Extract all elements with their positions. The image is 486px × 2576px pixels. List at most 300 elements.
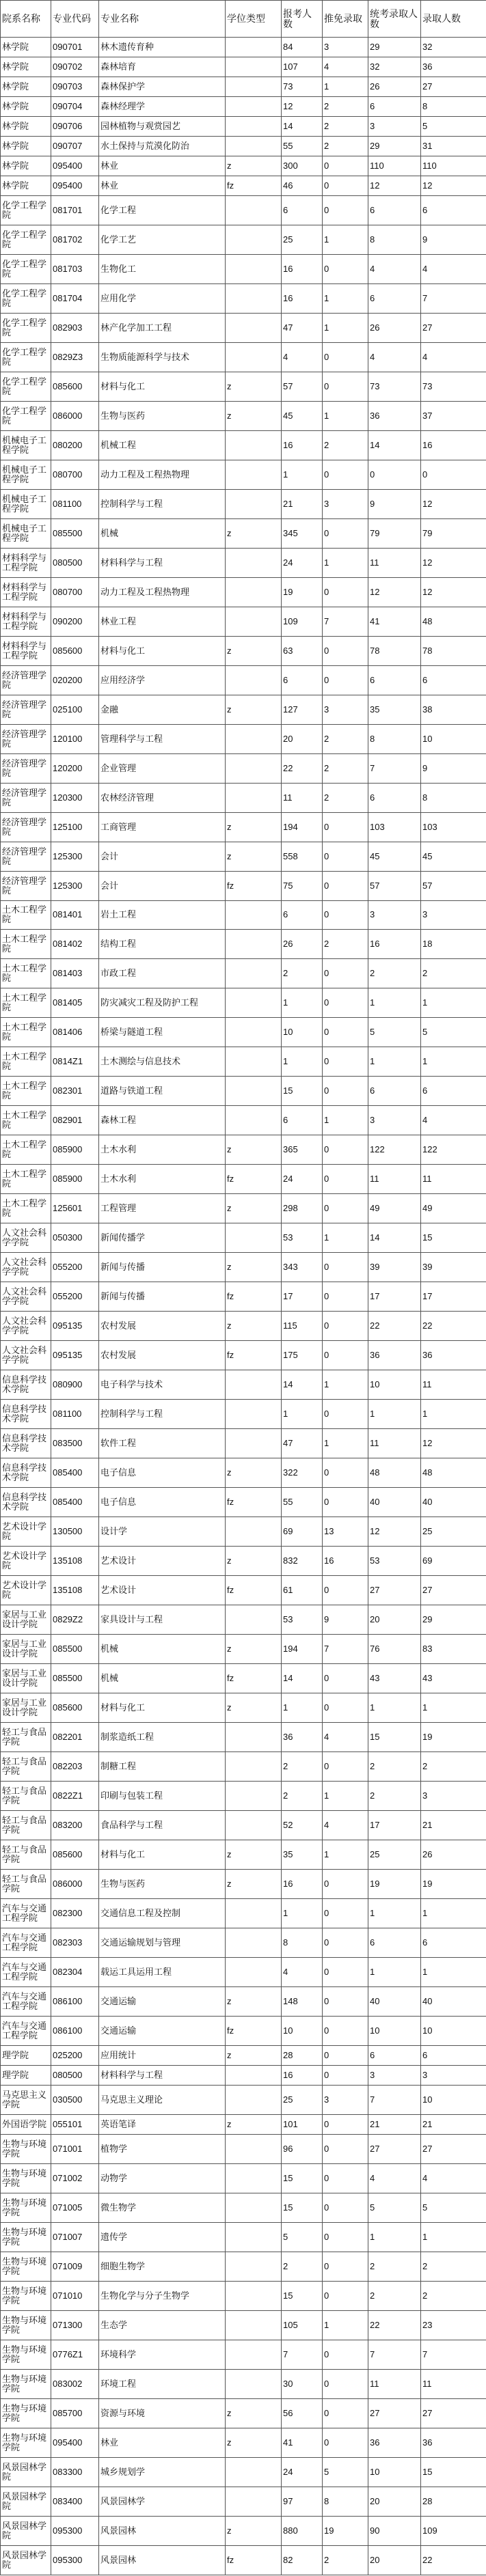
cell-total-admitted: 11 xyxy=(421,2369,486,2398)
cell-recommended: 0 xyxy=(323,1488,368,1517)
cell-major-name: 园林植物与观赏园艺 xyxy=(99,116,226,136)
table-row xyxy=(1,2114,486,2134)
cell-major-code: 071007 xyxy=(51,2222,99,2252)
cell-exam-admitted: 11 xyxy=(368,2369,421,2398)
cell-applicants: 558 xyxy=(282,842,323,871)
cell-total-admitted: 18 xyxy=(421,930,486,959)
cell-major-code: 055101 xyxy=(51,2114,99,2134)
cell-degree-type xyxy=(226,38,282,57)
cell-major-code: 085900 xyxy=(51,1135,99,1165)
cell-department: 土木工程学院 xyxy=(1,1194,51,1223)
cell-total-admitted: 11 xyxy=(421,1370,486,1400)
cell-degree-type: z xyxy=(226,636,282,665)
cell-exam-admitted: 6 xyxy=(368,96,421,116)
cell-total-admitted: 1 xyxy=(421,1957,486,1986)
cell-degree-type xyxy=(226,1400,282,1429)
cell-major-code: 081405 xyxy=(51,988,99,1018)
cell-exam-admitted: 27 xyxy=(368,2398,421,2428)
cell-applicants: 107 xyxy=(282,57,323,77)
cell-applicants: 4 xyxy=(282,1957,323,1986)
cell-major-code: 095135 xyxy=(51,1341,99,1370)
cell-major-name: 交通信息工程及控制 xyxy=(99,1898,226,1928)
cell-major-code: 086000 xyxy=(51,401,99,430)
table-row xyxy=(1,724,486,753)
cell-recommended: 2 xyxy=(323,430,368,460)
cell-major-name: 林业 xyxy=(99,176,226,195)
cell-major-name: 金融 xyxy=(99,695,226,724)
cell-major-code: 081100 xyxy=(51,1400,99,1429)
cell-exam-admitted: 25 xyxy=(368,1840,421,1870)
cell-degree-type xyxy=(226,2222,282,2252)
table-row xyxy=(1,1282,486,1312)
table-row xyxy=(1,1811,486,1840)
cell-major-name: 制浆造纸工程 xyxy=(99,1723,226,1752)
cell-recommended: 0 xyxy=(323,342,368,372)
cell-major-code: 082303 xyxy=(51,1928,99,1957)
cell-major-code: 135108 xyxy=(51,1547,99,1576)
cell-major-code: 083300 xyxy=(51,2457,99,2487)
cell-exam-admitted: 3 xyxy=(368,116,421,136)
cell-department: 家居与工业设计学院 xyxy=(1,1664,51,1693)
cell-recommended: 1 xyxy=(323,1370,368,1400)
cell-degree-type xyxy=(226,665,282,695)
cell-total-admitted: 23 xyxy=(421,2310,486,2340)
cell-applicants: 36 xyxy=(282,1723,323,1752)
cell-total-admitted: 11 xyxy=(421,1165,486,1194)
cell-applicants: 73 xyxy=(282,77,323,96)
cell-major-code: 082201 xyxy=(51,1723,99,1752)
cell-degree-type: fz xyxy=(226,2016,282,2045)
cell-recommended: 0 xyxy=(323,2016,368,2045)
cell-major-code: 081402 xyxy=(51,930,99,959)
table-row xyxy=(1,77,486,96)
cell-recommended: 0 xyxy=(323,988,368,1018)
cell-applicants: 8 xyxy=(282,1928,323,1957)
cell-major-code: 130500 xyxy=(51,1517,99,1547)
header-department: 院系名称 xyxy=(1,1,51,38)
cell-exam-admitted: 0 xyxy=(368,460,421,489)
cell-total-admitted: 3 xyxy=(421,2065,486,2085)
cell-applicants: 21 xyxy=(282,489,323,518)
cell-total-admitted: 15 xyxy=(421,2457,486,2487)
cell-major-name: 森林培育 xyxy=(99,57,226,77)
table-row xyxy=(1,930,486,959)
cell-recommended: 0 xyxy=(323,195,368,225)
table-header xyxy=(1,1,486,38)
cell-exam-admitted: 103 xyxy=(368,812,421,842)
table-row xyxy=(1,1223,486,1253)
table-row xyxy=(1,2163,486,2193)
cell-degree-type xyxy=(226,930,282,959)
cell-department: 汽车与交通工程学院 xyxy=(1,1928,51,1957)
cell-major-code: 090702 xyxy=(51,57,99,77)
cell-department: 经济管理学院 xyxy=(1,783,51,812)
cell-department: 材料科学与工程学院 xyxy=(1,636,51,665)
table-row xyxy=(1,665,486,695)
cell-total-admitted: 2 xyxy=(421,2281,486,2310)
cell-recommended: 4 xyxy=(323,1723,368,1752)
cell-major-code: 081702 xyxy=(51,225,99,254)
cell-applicants: 7 xyxy=(282,2340,323,2369)
cell-major-name: 控制科学与工程 xyxy=(99,489,226,518)
cell-recommended: 0 xyxy=(323,2045,368,2065)
cell-department: 林学院 xyxy=(1,57,51,77)
cell-major-name: 机械 xyxy=(99,1664,226,1693)
cell-degree-type xyxy=(226,313,282,342)
cell-major-code: 082304 xyxy=(51,1957,99,1986)
cell-recommended: 0 xyxy=(323,1664,368,1693)
table-row xyxy=(1,116,486,136)
cell-exam-admitted: 6 xyxy=(368,195,421,225)
cell-department: 土木工程学院 xyxy=(1,930,51,959)
cell-degree-type: z xyxy=(226,518,282,548)
cell-major-code: 095300 xyxy=(51,2516,99,2545)
table-row xyxy=(1,254,486,283)
cell-applicants: 63 xyxy=(282,636,323,665)
cell-total-admitted: 36 xyxy=(421,1341,486,1370)
cell-department: 生物与环境学院 xyxy=(1,2340,51,2369)
cell-major-code: 0829Z3 xyxy=(51,342,99,372)
cell-major-code: 086000 xyxy=(51,1869,99,1898)
cell-recommended: 0 xyxy=(323,1018,368,1047)
table-row xyxy=(1,1165,486,1194)
cell-major-code: 080700 xyxy=(51,460,99,489)
cell-applicants: 45 xyxy=(282,401,323,430)
cell-department: 经济管理学院 xyxy=(1,842,51,871)
table-row xyxy=(1,96,486,116)
cell-recommended: 0 xyxy=(323,1194,368,1223)
cell-exam-admitted: 12 xyxy=(368,577,421,607)
table-row xyxy=(1,2252,486,2281)
cell-major-code: 120100 xyxy=(51,724,99,753)
cell-department: 理学院 xyxy=(1,2045,51,2065)
cell-recommended: 0 xyxy=(323,1253,368,1282)
table-row xyxy=(1,959,486,988)
cell-degree-type xyxy=(226,1223,282,1253)
table-row xyxy=(1,313,486,342)
cell-major-name: 电子信息 xyxy=(99,1488,226,1517)
cell-degree-type: z xyxy=(226,2516,282,2545)
table-row xyxy=(1,2281,486,2310)
table-row xyxy=(1,2516,486,2545)
cell-department: 生物与环境学院 xyxy=(1,2193,51,2222)
table-row xyxy=(1,1312,486,1341)
cell-major-name: 设计学 xyxy=(99,1517,226,1547)
cell-applicants: 832 xyxy=(282,1547,323,1576)
cell-major-code: 080900 xyxy=(51,1370,99,1400)
cell-major-code: 080500 xyxy=(51,2065,99,2085)
cell-degree-type xyxy=(226,2369,282,2398)
cell-department: 人文社会科学学院 xyxy=(1,1341,51,1370)
table-row xyxy=(1,1106,486,1135)
table-row xyxy=(1,1370,486,1400)
cell-degree-type xyxy=(226,489,282,518)
cell-department: 土木工程学院 xyxy=(1,988,51,1018)
cell-major-name: 机械 xyxy=(99,518,226,548)
cell-recommended: 0 xyxy=(323,1400,368,1429)
table-row xyxy=(1,2340,486,2369)
cell-major-name: 生物质能源科学与技术 xyxy=(99,342,226,372)
cell-exam-admitted: 10 xyxy=(368,2016,421,2045)
header-exam-admitted: 统考录取人数 xyxy=(368,1,421,38)
cell-total-admitted: 4 xyxy=(421,342,486,372)
cell-department: 生物与环境学院 xyxy=(1,2310,51,2340)
cell-major-name: 森林经理学 xyxy=(99,96,226,116)
cell-department: 经济管理学院 xyxy=(1,665,51,695)
cell-degree-type: z xyxy=(226,401,282,430)
cell-recommended: 0 xyxy=(323,2065,368,2085)
cell-department: 人文社会科学学院 xyxy=(1,1223,51,1253)
cell-recommended: 3 xyxy=(323,38,368,57)
cell-recommended: 0 xyxy=(323,1869,368,1898)
cell-major-code: 086100 xyxy=(51,2016,99,2045)
cell-degree-type: z xyxy=(226,695,282,724)
cell-major-name: 材料科学与工程 xyxy=(99,2065,226,2085)
table-body xyxy=(1,38,486,2575)
cell-applicants: 69 xyxy=(282,1517,323,1547)
cell-applicants: 57 xyxy=(282,372,323,401)
cell-major-code: 090706 xyxy=(51,116,99,136)
cell-major-code: 090701 xyxy=(51,38,99,57)
cell-total-admitted: 48 xyxy=(421,1458,486,1488)
cell-total-admitted: 7 xyxy=(421,283,486,313)
table-row xyxy=(1,372,486,401)
cell-major-name: 农村发展 xyxy=(99,1312,226,1341)
cell-recommended: 0 xyxy=(323,518,368,548)
cell-degree-type: z xyxy=(226,1693,282,1723)
cell-exam-admitted: 8 xyxy=(368,225,421,254)
cell-degree-type xyxy=(226,753,282,783)
cell-major-name: 化学工程 xyxy=(99,195,226,225)
cell-degree-type xyxy=(226,2065,282,2085)
cell-exam-admitted: 1 xyxy=(368,1957,421,1986)
cell-degree-type xyxy=(226,1047,282,1077)
cell-total-admitted: 2 xyxy=(421,1752,486,1782)
cell-exam-admitted: 36 xyxy=(368,1341,421,1370)
cell-applicants: 175 xyxy=(282,1341,323,1370)
cell-applicants: 194 xyxy=(282,1635,323,1664)
cell-department: 信息科学技术学院 xyxy=(1,1370,51,1400)
cell-department: 生物与环境学院 xyxy=(1,2163,51,2193)
cell-recommended: 0 xyxy=(323,2222,368,2252)
cell-applicants: 1 xyxy=(282,988,323,1018)
table-row xyxy=(1,342,486,372)
cell-major-code: 055200 xyxy=(51,1253,99,1282)
cell-applicants: 101 xyxy=(282,2114,323,2134)
cell-exam-admitted: 3 xyxy=(368,900,421,930)
cell-recommended: 0 xyxy=(323,1341,368,1370)
cell-department: 汽车与交通工程学院 xyxy=(1,1957,51,1986)
table-row xyxy=(1,1957,486,1986)
cell-total-admitted: 12 xyxy=(421,548,486,577)
table-row xyxy=(1,489,486,518)
cell-major-code: 095300 xyxy=(51,2545,99,2575)
cell-major-name: 控制科学与工程 xyxy=(99,1400,226,1429)
cell-total-admitted: 1 xyxy=(421,1047,486,1077)
cell-department: 化学工程学院 xyxy=(1,254,51,283)
cell-exam-admitted: 17 xyxy=(368,1282,421,1312)
cell-department: 艺术设计学院 xyxy=(1,1517,51,1547)
cell-degree-type xyxy=(226,430,282,460)
cell-degree-type xyxy=(226,1018,282,1047)
cell-recommended: 2 xyxy=(323,930,368,959)
cell-major-code: 071010 xyxy=(51,2281,99,2310)
cell-total-admitted: 27 xyxy=(421,1576,486,1605)
cell-department: 轻工与食品学院 xyxy=(1,1723,51,1752)
cell-total-admitted: 73 xyxy=(421,372,486,401)
table-row xyxy=(1,2487,486,2516)
cell-major-name: 动物学 xyxy=(99,2163,226,2193)
cell-total-admitted: 8 xyxy=(421,783,486,812)
cell-total-admitted: 1 xyxy=(421,2222,486,2252)
cell-applicants: 14 xyxy=(282,116,323,136)
cell-major-code: 080500 xyxy=(51,548,99,577)
cell-major-name: 材料科学与工程 xyxy=(99,548,226,577)
cell-recommended: 8 xyxy=(323,2487,368,2516)
cell-degree-type: z xyxy=(226,2398,282,2428)
cell-major-name: 交通运输 xyxy=(99,1986,226,2016)
cell-department: 材料科学与工程学院 xyxy=(1,577,51,607)
cell-recommended: 0 xyxy=(323,959,368,988)
cell-total-admitted: 0 xyxy=(421,460,486,489)
cell-recommended: 3 xyxy=(323,489,368,518)
cell-major-name: 环境科学 xyxy=(99,2340,226,2369)
cell-exam-admitted: 40 xyxy=(368,1986,421,2016)
cell-exam-admitted: 27 xyxy=(368,1576,421,1605)
cell-recommended: 0 xyxy=(323,2193,368,2222)
cell-degree-type xyxy=(226,1370,282,1400)
cell-exam-admitted: 20 xyxy=(368,2487,421,2516)
table-row xyxy=(1,283,486,313)
cell-total-admitted: 1 xyxy=(421,1693,486,1723)
cell-degree-type: fz xyxy=(226,1165,282,1194)
cell-degree-type: fz xyxy=(226,2545,282,2575)
cell-department: 轻工与食品学院 xyxy=(1,1840,51,1870)
cell-recommended: 16 xyxy=(323,1547,368,1576)
cell-major-name: 载运工具运用工程 xyxy=(99,1957,226,1986)
cell-major-code: 085400 xyxy=(51,1488,99,1517)
cell-applicants: 300 xyxy=(282,156,323,176)
cell-degree-type xyxy=(226,1957,282,1986)
cell-major-code: 095400 xyxy=(51,2428,99,2457)
cell-recommended: 0 xyxy=(323,842,368,871)
cell-recommended: 0 xyxy=(323,665,368,695)
cell-degree-type xyxy=(226,342,282,372)
cell-applicants: 35 xyxy=(282,1840,323,1870)
table-row xyxy=(1,57,486,77)
cell-recommended: 0 xyxy=(323,2369,368,2398)
cell-recommended: 0 xyxy=(323,1047,368,1077)
table-row xyxy=(1,783,486,812)
cell-department: 土木工程学院 xyxy=(1,1106,51,1135)
header-row xyxy=(1,1,486,38)
cell-degree-type xyxy=(226,116,282,136)
table-row xyxy=(1,1429,486,1458)
cell-major-name: 林业 xyxy=(99,156,226,176)
cell-exam-admitted: 78 xyxy=(368,636,421,665)
cell-exam-admitted: 14 xyxy=(368,430,421,460)
cell-recommended: 0 xyxy=(323,2163,368,2193)
cell-recommended: 0 xyxy=(323,1135,368,1165)
cell-major-code: 085600 xyxy=(51,636,99,665)
cell-exam-admitted: 27 xyxy=(368,2134,421,2163)
cell-degree-type: z xyxy=(226,2428,282,2457)
cell-recommended: 3 xyxy=(323,2085,368,2114)
cell-major-code: 085900 xyxy=(51,1165,99,1194)
cell-degree-type xyxy=(226,1898,282,1928)
table-row xyxy=(1,1752,486,1782)
cell-degree-type xyxy=(226,548,282,577)
cell-total-admitted: 3 xyxy=(421,1782,486,1811)
cell-major-code: 090703 xyxy=(51,77,99,96)
cell-applicants: 5 xyxy=(282,2222,323,2252)
cell-total-admitted: 4 xyxy=(421,2163,486,2193)
cell-recommended: 2 xyxy=(323,724,368,753)
cell-total-admitted: 27 xyxy=(421,77,486,96)
table-row xyxy=(1,38,486,57)
cell-total-admitted: 28 xyxy=(421,2487,486,2516)
cell-applicants: 15 xyxy=(282,2163,323,2193)
table-row xyxy=(1,607,486,636)
cell-total-admitted: 122 xyxy=(421,1135,486,1165)
cell-major-code: 082300 xyxy=(51,1898,99,1928)
cell-degree-type xyxy=(226,607,282,636)
cell-total-admitted: 17 xyxy=(421,1282,486,1312)
cell-total-admitted: 6 xyxy=(421,2045,486,2065)
cell-recommended: 2 xyxy=(323,116,368,136)
table-row xyxy=(1,2045,486,2065)
header-recommended: 推免录取 xyxy=(323,1,368,38)
cell-recommended: 1 xyxy=(323,225,368,254)
cell-major-name: 英语笔译 xyxy=(99,2114,226,2134)
cell-applicants: 6 xyxy=(282,1106,323,1135)
cell-applicants: 194 xyxy=(282,812,323,842)
cell-department: 土木工程学院 xyxy=(1,900,51,930)
cell-total-admitted: 10 xyxy=(421,724,486,753)
cell-exam-admitted: 3 xyxy=(368,1106,421,1135)
cell-degree-type: z xyxy=(226,842,282,871)
cell-department: 经济管理学院 xyxy=(1,871,51,900)
cell-department: 机械电子工程学院 xyxy=(1,518,51,548)
cell-major-name: 应用统计 xyxy=(99,2045,226,2065)
cell-recommended: 1 xyxy=(323,313,368,342)
cell-major-code: 095135 xyxy=(51,1312,99,1341)
cell-degree-type xyxy=(226,1811,282,1840)
cell-major-name: 防灾减灾工程及防护工程 xyxy=(99,988,226,1018)
cell-department: 人文社会科学学院 xyxy=(1,1253,51,1282)
cell-total-admitted: 57 xyxy=(421,871,486,900)
cell-exam-admitted: 110 xyxy=(368,156,421,176)
cell-major-name: 农林经济管理 xyxy=(99,783,226,812)
table-row xyxy=(1,1723,486,1752)
cell-degree-type xyxy=(226,959,282,988)
cell-major-name: 会计 xyxy=(99,842,226,871)
cell-major-code: 0822Z1 xyxy=(51,1782,99,1811)
cell-exam-admitted: 45 xyxy=(368,842,421,871)
cell-exam-admitted: 11 xyxy=(368,1429,421,1458)
cell-total-admitted: 78 xyxy=(421,636,486,665)
table-row xyxy=(1,1458,486,1488)
table-row xyxy=(1,136,486,156)
cell-department: 生物与环境学院 xyxy=(1,2252,51,2281)
cell-recommended: 0 xyxy=(323,2340,368,2369)
cell-department: 生物与环境学院 xyxy=(1,2134,51,2163)
cell-major-name: 交通运输规划与管理 xyxy=(99,1928,226,1957)
cell-degree-type: z xyxy=(226,1840,282,1870)
cell-recommended: 4 xyxy=(323,1811,368,1840)
cell-total-admitted: 36 xyxy=(421,2428,486,2457)
cell-department: 林学院 xyxy=(1,116,51,136)
